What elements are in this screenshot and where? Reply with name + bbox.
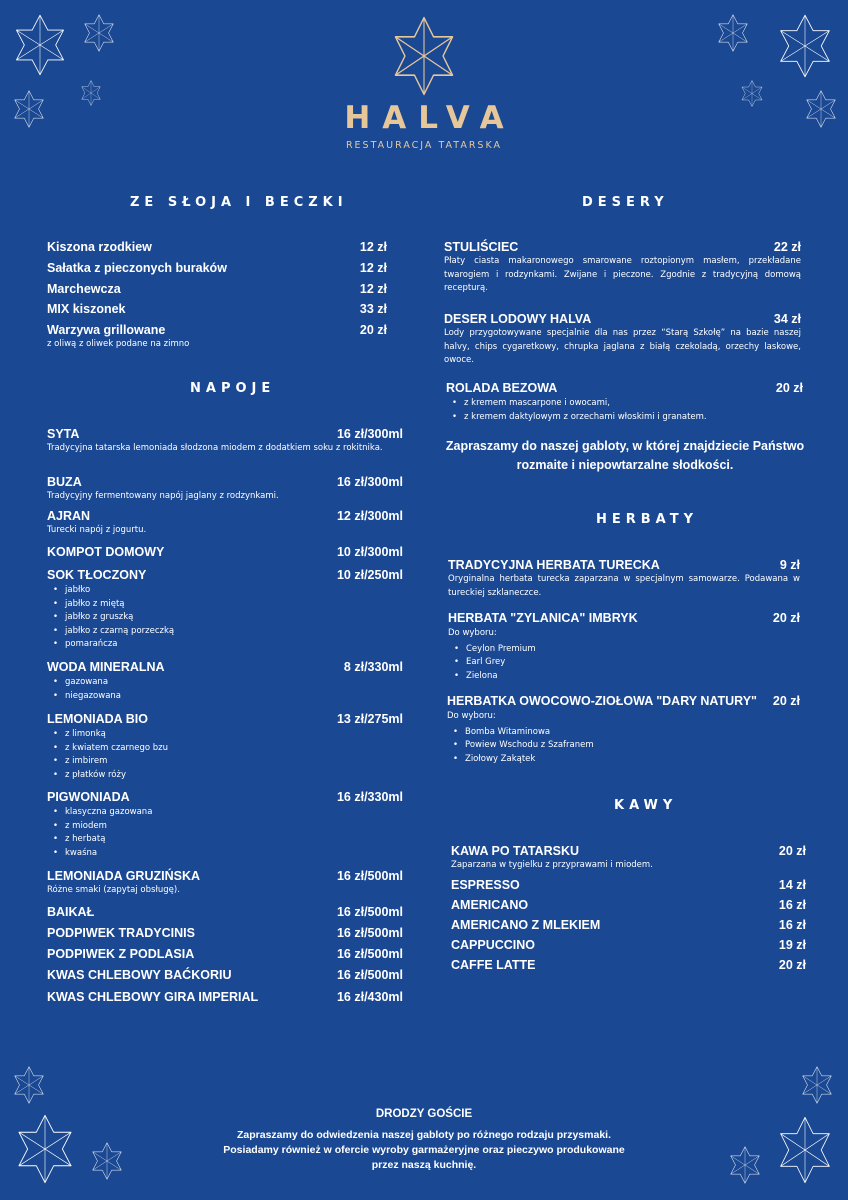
- item-name: KWAS CHLEBOWY GIRA IMPERIAL: [47, 990, 259, 1004]
- menu-item: [47, 240, 387, 254]
- menu-item: [451, 878, 806, 892]
- item-name: STULIŚCIEC: [444, 240, 519, 254]
- menu-item: [451, 844, 806, 873]
- logo-star-icon: [390, 16, 458, 96]
- menu-item: [47, 282, 387, 296]
- item-name: ROLADA BEZOWA: [446, 381, 558, 395]
- menu-item: [47, 905, 403, 919]
- item-name: PODPIWEK TRADYCINIS: [47, 926, 195, 940]
- item-name: BUZA: [47, 475, 82, 489]
- item-price: 20 zł: [775, 381, 803, 395]
- item-name: Marchewcza: [47, 282, 121, 296]
- item-name: Warzywa grillowane: [47, 323, 166, 337]
- item-name: HERBATA "ZYLANICA" IMBRYK: [448, 611, 638, 625]
- item-price: 16 zł: [778, 918, 806, 932]
- item-description: Tradycyjna tatarska lemoniada słodzona miodem z dodatkiem soku z rokitnika.: [47, 443, 383, 453]
- option-item: • jabłko z miętą: [53, 598, 403, 612]
- star-icon: [800, 1066, 834, 1104]
- item-name: BAIKAŁ: [47, 905, 95, 919]
- section-title-herbaty: HERBATY: [596, 512, 699, 527]
- menu-item: [451, 938, 806, 952]
- item-price: 16 zł/500ml: [336, 947, 403, 961]
- option-item: • gazowana: [53, 676, 403, 690]
- star-icon: [14, 1114, 76, 1184]
- item-price: 16 zł/500ml: [336, 869, 403, 883]
- item-description: Różne smaki (zapytaj obsługę).: [47, 885, 180, 895]
- star-icon: [12, 14, 68, 76]
- item-price: 16 zł/330ml: [336, 790, 403, 804]
- star-icon: [90, 1142, 124, 1180]
- item-price: 8 zł/330ml: [343, 660, 403, 674]
- item-price: 14 zł: [778, 878, 806, 892]
- item-price: 16 zł/300ml: [336, 475, 403, 489]
- item-description: Lody przygotowywane specjalnie dla nas przez “Starą Szkołę” na bazie naszej halvy, chips cygaretkowy, chrupka jaglana z białą czekoladą, orzechy laskowe, owoce.: [444, 328, 801, 365]
- item-name: DESER LODOWY HALVA: [444, 312, 592, 326]
- option-item: • klasyczna gazowana: [53, 806, 403, 820]
- option-item: • z imbirem: [53, 755, 403, 769]
- item-description: Oryginalna herbata turecka zaparzana w specjalnym samowarze. Podawana w tureckiej szklaneczce.: [448, 574, 800, 598]
- option-item: • jabłko z czarną porzeczką: [53, 625, 403, 639]
- menu-item: [47, 509, 403, 538]
- item-description: Zaparzana w tygielku z przyprawami i miodem.: [451, 860, 653, 870]
- item-description: z oliwą z oliwek podane na zimno: [47, 339, 190, 349]
- item-name: KWAS CHLEBOWY BAĆKORIU: [47, 968, 232, 982]
- brand-name: HALVA: [344, 100, 516, 136]
- item-name: CAPPUCCINO: [451, 938, 536, 952]
- option-item: • Powiew Wschodu z Szafranem: [453, 739, 800, 753]
- footer-title: DRODZY GOŚCIE: [375, 1108, 473, 1120]
- option-item: • Bomba Witaminowa: [453, 726, 800, 740]
- menu-item: [47, 660, 403, 703]
- item-name: SOK TŁOCZONY: [47, 568, 147, 582]
- menu-item: [47, 568, 403, 652]
- menu-item: [47, 302, 387, 316]
- menu-item: [47, 869, 403, 898]
- option-item: • z kremem daktylowym z orzechami włoskimi i granatem.: [452, 411, 803, 425]
- item-lead: Do wyboru:: [447, 711, 496, 721]
- menu-item: [47, 427, 403, 456]
- option-item: • z limonką: [53, 728, 403, 742]
- menu-item: [451, 898, 806, 912]
- option-item: • pomarańcza: [53, 638, 403, 652]
- item-name: AJRAN: [47, 509, 91, 523]
- menu-item: [444, 312, 801, 368]
- item-price: 12 zł: [359, 282, 387, 296]
- item-name: LEMONIADA BIO: [47, 712, 148, 726]
- menu-item: [47, 790, 403, 860]
- desery-promo-text: Zapraszamy do naszej gabloty, w której znajdziecie Państwo rozmaite i niepowtarzalne słodkości.: [445, 439, 805, 472]
- item-price: 20 zł: [778, 958, 806, 972]
- item-price: 20 zł: [772, 694, 800, 708]
- brand-subtitle: RESTAURACJA TATARSKA: [345, 140, 503, 151]
- option-item: • kwaśna: [53, 847, 403, 861]
- menu-item: [451, 958, 806, 972]
- option-item: • Ceylon Premium: [454, 643, 800, 657]
- item-price: 22 zł: [773, 240, 801, 254]
- menu-item: [47, 968, 403, 982]
- item-price: 16 zł/430ml: [336, 990, 403, 1004]
- menu-item: [47, 926, 403, 940]
- star-icon: [728, 1146, 762, 1184]
- menu-item: [447, 694, 800, 766]
- menu-item: [448, 558, 800, 600]
- star-icon: [82, 14, 116, 52]
- star-icon: [776, 14, 834, 78]
- menu-item: [448, 611, 800, 683]
- section-title-napoje: NAPOJE: [190, 381, 276, 396]
- footer-text: Zapraszamy do odwiedzenia naszej gabloty po różnego rodzaju przysmaki. Posiadamy również w ofercie wyroby garmażeryjne oraz pieczywo produkowane przez naszą kuchnię.: [223, 1129, 625, 1171]
- item-name: Sałatka z pieczonych buraków: [47, 261, 227, 275]
- item-description: Turecki napój z jogurtu.: [47, 525, 147, 535]
- star-icon: [776, 1116, 834, 1184]
- option-item: • Earl Grey: [454, 656, 800, 670]
- item-price: 16 zł/500ml: [336, 905, 403, 919]
- item-name: ESPRESSO: [451, 878, 520, 892]
- item-price: 12 zł/300ml: [336, 509, 403, 523]
- menu-item: [47, 475, 403, 504]
- section-title-desery: DESERY: [582, 195, 669, 210]
- menu-item: [444, 240, 801, 296]
- option-item: • z miodem: [53, 820, 403, 834]
- item-price: 20 zł: [778, 844, 806, 858]
- menu-item: [47, 261, 387, 275]
- section-title-zesloja: ZE SŁOJA I BECZKI: [130, 195, 348, 210]
- item-name: HERBATKA OWOCOWO-ZIOŁOWA "DARY NATURY": [447, 694, 757, 708]
- item-price: 16 zł/500ml: [336, 968, 403, 982]
- item-name: LEMONIADA GRUZIŃSKA: [47, 869, 201, 883]
- item-name: AMERICANO Z MLEKIEM: [451, 918, 601, 932]
- item-name: PODPIWEK Z PODLASIA: [47, 947, 195, 961]
- option-item: • z płatków róży: [53, 769, 403, 783]
- item-price: 34 zł: [773, 312, 801, 326]
- star-icon: [12, 1066, 46, 1104]
- option-item: • Ziołowy Zakątek: [453, 753, 800, 767]
- item-price: 16 zł/500ml: [336, 926, 403, 940]
- item-price: 9 zł: [779, 558, 800, 572]
- item-price: 16 zł/300ml: [336, 427, 403, 441]
- menu-item: [47, 545, 403, 559]
- option-item: • z kwiatem czarnego bzu: [53, 742, 403, 756]
- option-item: • jabłko: [53, 584, 403, 598]
- item-name: SYTA: [47, 427, 80, 441]
- option-item: • jabłko z gruszką: [53, 611, 403, 625]
- item-name: AMERICANO: [451, 898, 529, 912]
- item-price: 20 zł: [772, 611, 800, 625]
- item-price: 13 zł/275ml: [336, 712, 403, 726]
- item-name: Kiszona rzodkiew: [47, 240, 152, 254]
- option-item: • z kremem mascarpone i owocami,: [452, 397, 803, 411]
- item-price: 12 zł: [359, 261, 387, 275]
- item-lead: Do wyboru:: [448, 628, 497, 638]
- option-item: • Zielona: [454, 670, 800, 684]
- item-name: CAFFE LATTE: [451, 958, 536, 972]
- item-name: PIGWONIADA: [47, 790, 130, 804]
- menu-item: [451, 918, 806, 932]
- item-price: 20 zł: [359, 323, 387, 337]
- item-price: 19 zł: [778, 938, 806, 952]
- menu-item: [47, 323, 387, 352]
- item-price: 10 zł/300ml: [336, 545, 403, 559]
- item-price: 16 zł: [778, 898, 806, 912]
- menu-item: [47, 990, 403, 1004]
- item-name: KOMPOT DOMOWY: [47, 545, 165, 559]
- item-name: MIX kiszonek: [47, 302, 126, 316]
- option-item: • z herbatą: [53, 833, 403, 847]
- item-price: 12 zł: [359, 240, 387, 254]
- item-price: 10 zł/250ml: [336, 568, 403, 582]
- section-title-kawy: KAWY: [614, 798, 678, 813]
- item-name: WODA MINERALNA: [47, 660, 165, 674]
- item-name: TRADYCYJNA HERBATA TURECKA: [448, 558, 660, 572]
- menu-item: [446, 381, 803, 424]
- item-price: 33 zł: [359, 302, 387, 316]
- item-name: KAWA PO TATARSKU: [451, 844, 580, 858]
- star-icon: [716, 14, 750, 52]
- item-description: Płaty ciasta makaronowego smarowane roztopionym masłem, przekładane twarogiem i rodzynkami. Zwijane i pieczone. Zgodnie z tradycyjną domową recepturą.: [444, 256, 801, 293]
- item-description: Tradycyjny fermentowany napój jaglany z rodzynkami.: [47, 491, 279, 501]
- option-item: • niegazowana: [53, 690, 403, 704]
- menu-item: [47, 712, 403, 782]
- menu-item: [47, 947, 403, 961]
